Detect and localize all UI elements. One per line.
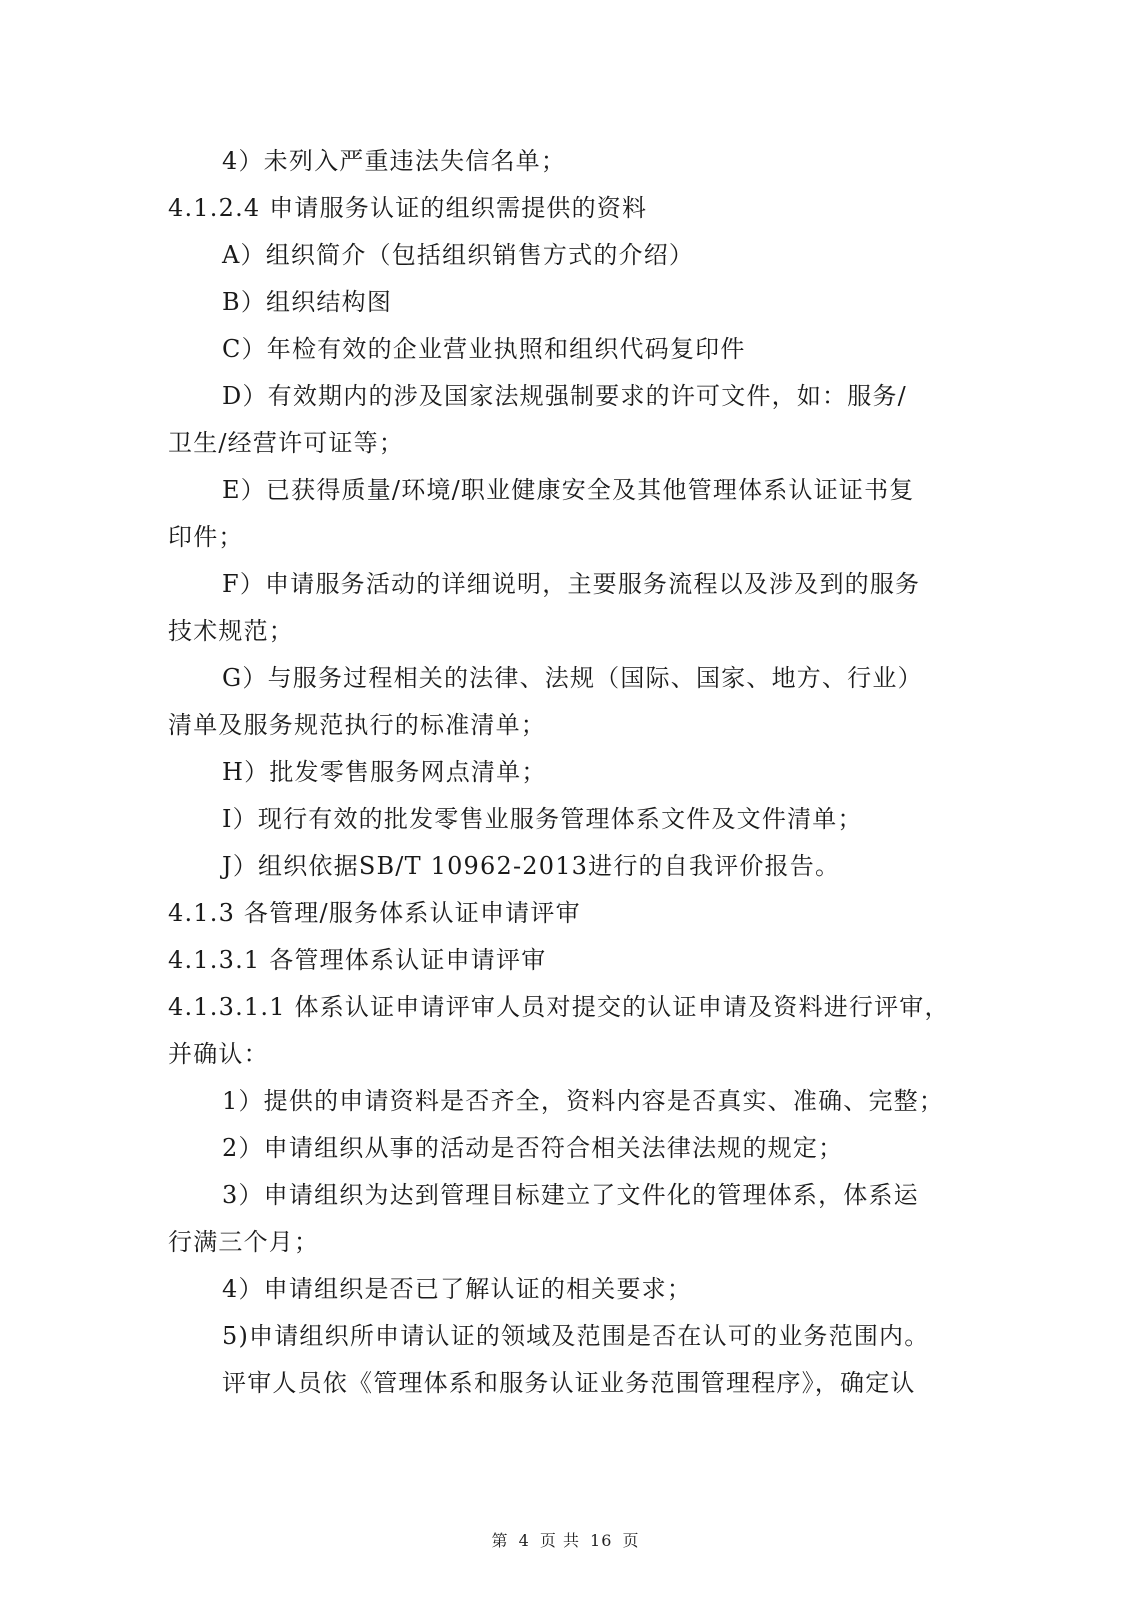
list-item-continuation: 卫生/经营许可证等； (168, 429, 405, 457)
section-heading: 4.1.2.4 申请服务认证的组织需提供的资料 (168, 194, 648, 222)
footer-total-pages: 16 (590, 1531, 613, 1550)
footer-prefix: 第 (491, 1531, 509, 1550)
list-item: A）组织简介（包括组织销售方式的介绍） (222, 241, 695, 269)
list-item: 4）申请组织是否已了解认证的相关要求； (222, 1275, 693, 1303)
text-line: 评审人员依《管理体系和服务认证业务范围管理程序》，确定认 (222, 1369, 916, 1397)
list-item: 5)申请组织所申请认证的领域及范围是否在认可的业务范围内。 (222, 1322, 930, 1350)
page-footer (0, 1528, 1131, 1551)
list-item: 3）申请组织为达到管理目标建立了文件化的管理体系，体系运 (222, 1181, 919, 1209)
list-item: E）已获得质量/环境/职业健康安全及其他管理体系认证证书复 (222, 476, 915, 504)
section-heading: 4.1.3 各管理/服务体系认证申请评审 (168, 899, 581, 927)
footer-page-number: 4 (518, 1531, 530, 1550)
list-item-continuation: 清单及服务规范执行的标准清单； (168, 711, 546, 739)
list-item: I）现行有效的批发零售业服务管理体系文件及文件清单； (222, 805, 863, 833)
list-item: H）批发零售服务网点清单； (222, 758, 547, 786)
section-heading: 4.1.3.1 各管理体系认证申请评审 (168, 946, 547, 974)
list-item: B）组织结构图 (222, 288, 393, 316)
list-item-continuation: 行满三个月； (168, 1228, 320, 1256)
list-item-continuation: 印件； (168, 523, 244, 551)
list-item: 1）提供的申请资料是否齐全，资料内容是否真实、准确、完整； (222, 1087, 945, 1115)
list-item: D）有效期内的涉及国家法规强制要求的许可文件，如：服务/ (222, 382, 907, 410)
section-heading: 4.1.3.1.1 体系认证申请评审人员对提交的认证申请及资料进行评审， (168, 993, 950, 1021)
footer-suffix: 页 (622, 1531, 640, 1550)
list-item: C）年检有效的企业营业执照和组织代码复印件 (222, 335, 746, 363)
text-line: 4）未列入严重违法失信名单； (222, 147, 567, 175)
list-item: J）组织依据SB/T 10962-2013进行的自我评价报告。 (222, 852, 841, 880)
list-item: G）与服务过程相关的法律、法规（国际、国家、地方、行业） (222, 664, 923, 692)
list-item: F）申请服务活动的详细说明，主要服务流程以及涉及到的服务 (222, 570, 921, 598)
list-item: 2）申请组织从事的活动是否符合相关法律法规的规定； (222, 1134, 844, 1162)
paragraph-continuation: 并确认： (168, 1040, 269, 1068)
list-item-continuation: 技术规范； (168, 617, 294, 645)
footer-middle: 页 共 (539, 1531, 580, 1550)
